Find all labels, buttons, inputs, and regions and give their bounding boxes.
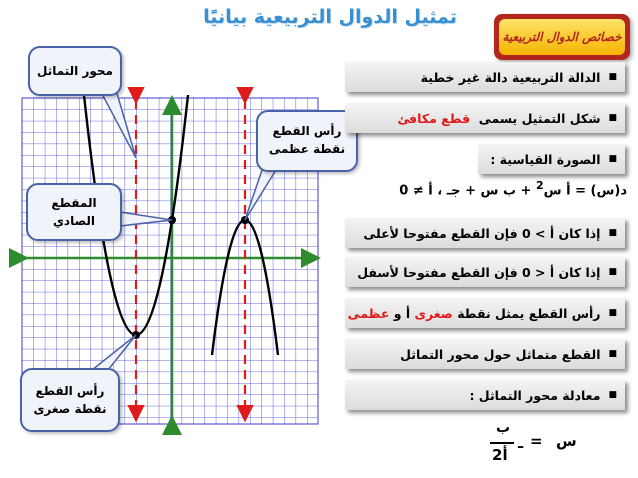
property-or-word: أ و <box>393 305 411 321</box>
property-text: شكل التمثيل يسمى <box>478 110 601 126</box>
square-bullet-icon: ■ <box>608 308 617 318</box>
minus-sign: ـ <box>518 434 524 452</box>
formula-lhs: د(س) = <box>575 183 627 199</box>
formula-exponent: 2 <box>535 179 544 192</box>
callout-yint-line2: الصادي <box>52 214 96 228</box>
square-bullet-icon: ■ <box>608 113 617 123</box>
property-text: رأس القطع يمثل نقطة <box>457 305 601 321</box>
square-bullet-icon: ■ <box>608 390 617 400</box>
equals-sign: = <box>530 432 543 450</box>
square-bullet-icon: ■ <box>608 154 617 164</box>
callout-min-vertex <box>20 368 120 432</box>
callout-min-line2: نقطة صغرى <box>33 402 107 416</box>
formula-rest: + ب س + جـ ، أ ≠ 0 <box>399 183 532 199</box>
property-nonlinear <box>345 62 625 92</box>
callout-max-line1: رأس القطع <box>272 124 342 138</box>
callout-min-line1: رأس القطع <box>35 384 105 398</box>
property-max-word: عظمى <box>347 305 390 321</box>
callout-max-vertex <box>256 110 358 172</box>
fraction-numerator: ب <box>496 420 511 436</box>
property-text: الصورة القياسية : <box>490 151 601 167</box>
badge-label: خصائص الدوال التربيعية <box>502 30 622 44</box>
fraction-denominator: 2أ <box>492 446 508 464</box>
standard-form-equation <box>355 179 627 198</box>
square-bullet-icon: ■ <box>608 267 617 277</box>
fraction-bar <box>490 442 514 444</box>
property-shape <box>345 103 625 133</box>
property-highlight: قطع مكافئ <box>397 110 471 126</box>
callout-axis-of-symmetry <box>28 46 122 96</box>
property-standard-form <box>478 144 625 174</box>
property-text: إذا كان أ > 0 فإن القطع مفتوحا لأعلى <box>363 225 601 241</box>
callout-max-line2: نقطة عظمى <box>268 142 346 156</box>
property-text: القطع متماثل حول محور التماثل <box>400 346 601 362</box>
property-text: الدالة التربيعية دالة غير خطية <box>420 69 601 85</box>
callout-yint-line1: المقطع <box>51 196 97 210</box>
square-bullet-icon: ■ <box>608 228 617 238</box>
square-bullet-icon: ■ <box>608 72 617 82</box>
property-axis-equation <box>345 380 625 410</box>
callout-axis-text: محور التماثل <box>37 64 113 78</box>
page-title: تمثيل الدوال التربيعية بيانيًا <box>203 6 457 28</box>
square-bullet-icon: ■ <box>608 349 617 359</box>
property-opens-down <box>345 257 625 287</box>
property-min-word: صغرى <box>414 305 453 321</box>
property-opens-up <box>345 218 625 248</box>
property-text: إذا كان أ < 0 فإن القطع مفتوحا لأسفل <box>357 264 601 280</box>
property-vertex <box>345 298 625 328</box>
property-text: معادلة محور التماثل : <box>469 387 601 403</box>
callout-y-intercept <box>26 183 122 241</box>
equation-lhs: س <box>556 432 577 450</box>
formula-term: أ س <box>543 183 571 199</box>
property-symmetric <box>345 339 625 369</box>
axis-of-symmetry-equation <box>490 420 590 472</box>
